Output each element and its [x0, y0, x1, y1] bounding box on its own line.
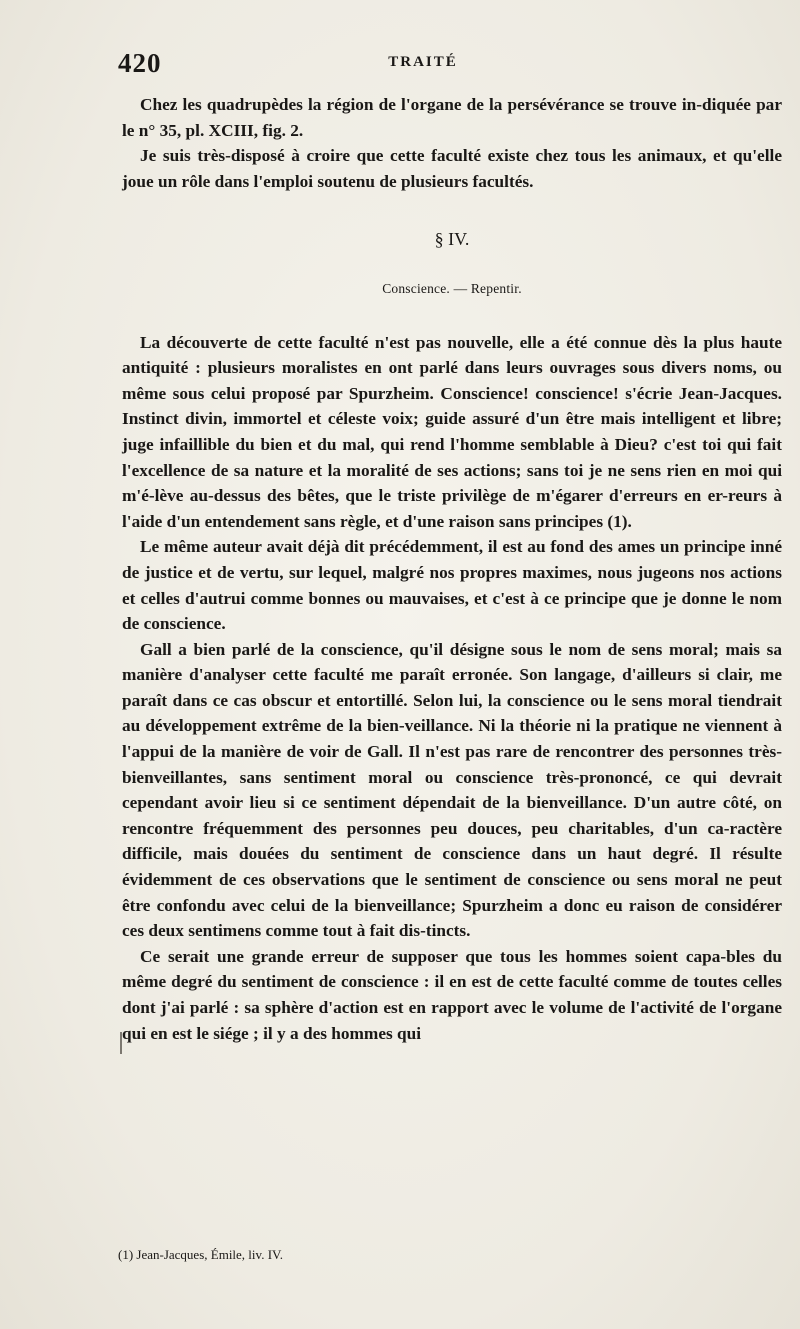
running-head: TRAITÉ [388, 54, 458, 70]
page-header [118, 48, 728, 78]
footnote: (1) Jean-Jacques, Émile, liv. IV. [118, 1247, 283, 1262]
paragraph-gall-moral-sense: Gall a bien parlé de la conscience, qu'il désigne sous le nom de sens moral; mais sa manière d'analyser cette faculté me paraît erronée. Son langage, d'ailleurs si clair, me paraît dans ce cas obscur et entortillé. Selon lui, la conscience ou le sens moral tiendrait au développement extrême de la bien-veillance. Ni la théorie ni la pratique ne viennent à l'appui de la manière de voir de Gall. Il n'est pas rare de rencontrer des personnes très-bienveillantes, sans sentiment moral ou conscience très-prononcé, ce qui devrait cependant avoir lieu si ce sentiment dépendait de la bienveillance. D'un autre côté, on rencontre fréquemment des personnes peu douces, peu charitables, d'un ca-ractère difficile, mais douées du sentiment de conscience dans un haut degré. Il résulte évidemment de ces observations que le sentiment de conscience ou sens moral ne peut être confondu avec celui de la bienveillance; Spurzheim a donc eu raison de considérer ces deux sentimens comme tout à fait dis-tincts. [122, 639, 782, 941]
page-number: 420 [118, 48, 162, 78]
paragraph-persistence-location: Chez les quadrupèdes la région de l'organe de la persévérance se trouve in-diquée par le n° 35, pl. XCIII, fig. 2. [122, 95, 782, 140]
section-subtitle: Conscience. — Repentir. [382, 280, 522, 296]
paragraph-innate-principle: Le même auteur avait déjà dit précédemment, il est au fond des ames un principe inné de justice et de vertu, sur lequel, malgré nos propres maximes, nous jugeons nos actions et celles d'autrui comme bonnes ou mauvaises, et c'est à ce principe que je donne le nom de conscience. [122, 537, 782, 634]
section-heading: § IV. [434, 229, 470, 250]
margin-mark [120, 1032, 122, 1054]
paragraph-persistence-animals: Je suis très-disposé à croire que cette faculté existe chez tous les animaux, et qu'elle joue un rôle dans l'emploi soutenu de plusieurs facultés. [122, 146, 782, 191]
paragraph-conscience-discovery: La découverte de cette faculté n'est pas nouvelle, elle a été connue dès la plus haute antiquité : plusieurs moralistes en ont parlé dans leurs ouvrages sous divers noms, ou même sous celui proposé par Spurzheim. Conscience! conscience! s'écrie Jean-Jacques. Instinct divin, immortel et céleste voix; guide assuré d'un être mais intelligent et libre; juge infaillible du bien et du mal, qui rend l'homme semblable à Dieu? c'est toi qui fait l'excellence de sa nature et la moralité de ses actions; sans toi je ne sens rien en moi qui m'é-lève au-dessus des bêtes, que le triste privilège de m'égarer d'erreurs en er-reurs à l'aide d'un entendement sans règle, et d'une raison sans principes (1). [122, 332, 782, 531]
paragraph-degrees-of-conscience: Ce serait une grande erreur de supposer que tous les hommes soient capa-bles du même degré du sentiment de conscience : il en est de cette faculté comme de toutes celles dont j'ai parlé : sa sphère d'action est en rapport avec le volume de l'activité de l'organe qui en est le siége ; il y a des hommes qui [122, 946, 782, 1043]
body-text [122, 92, 782, 1046]
